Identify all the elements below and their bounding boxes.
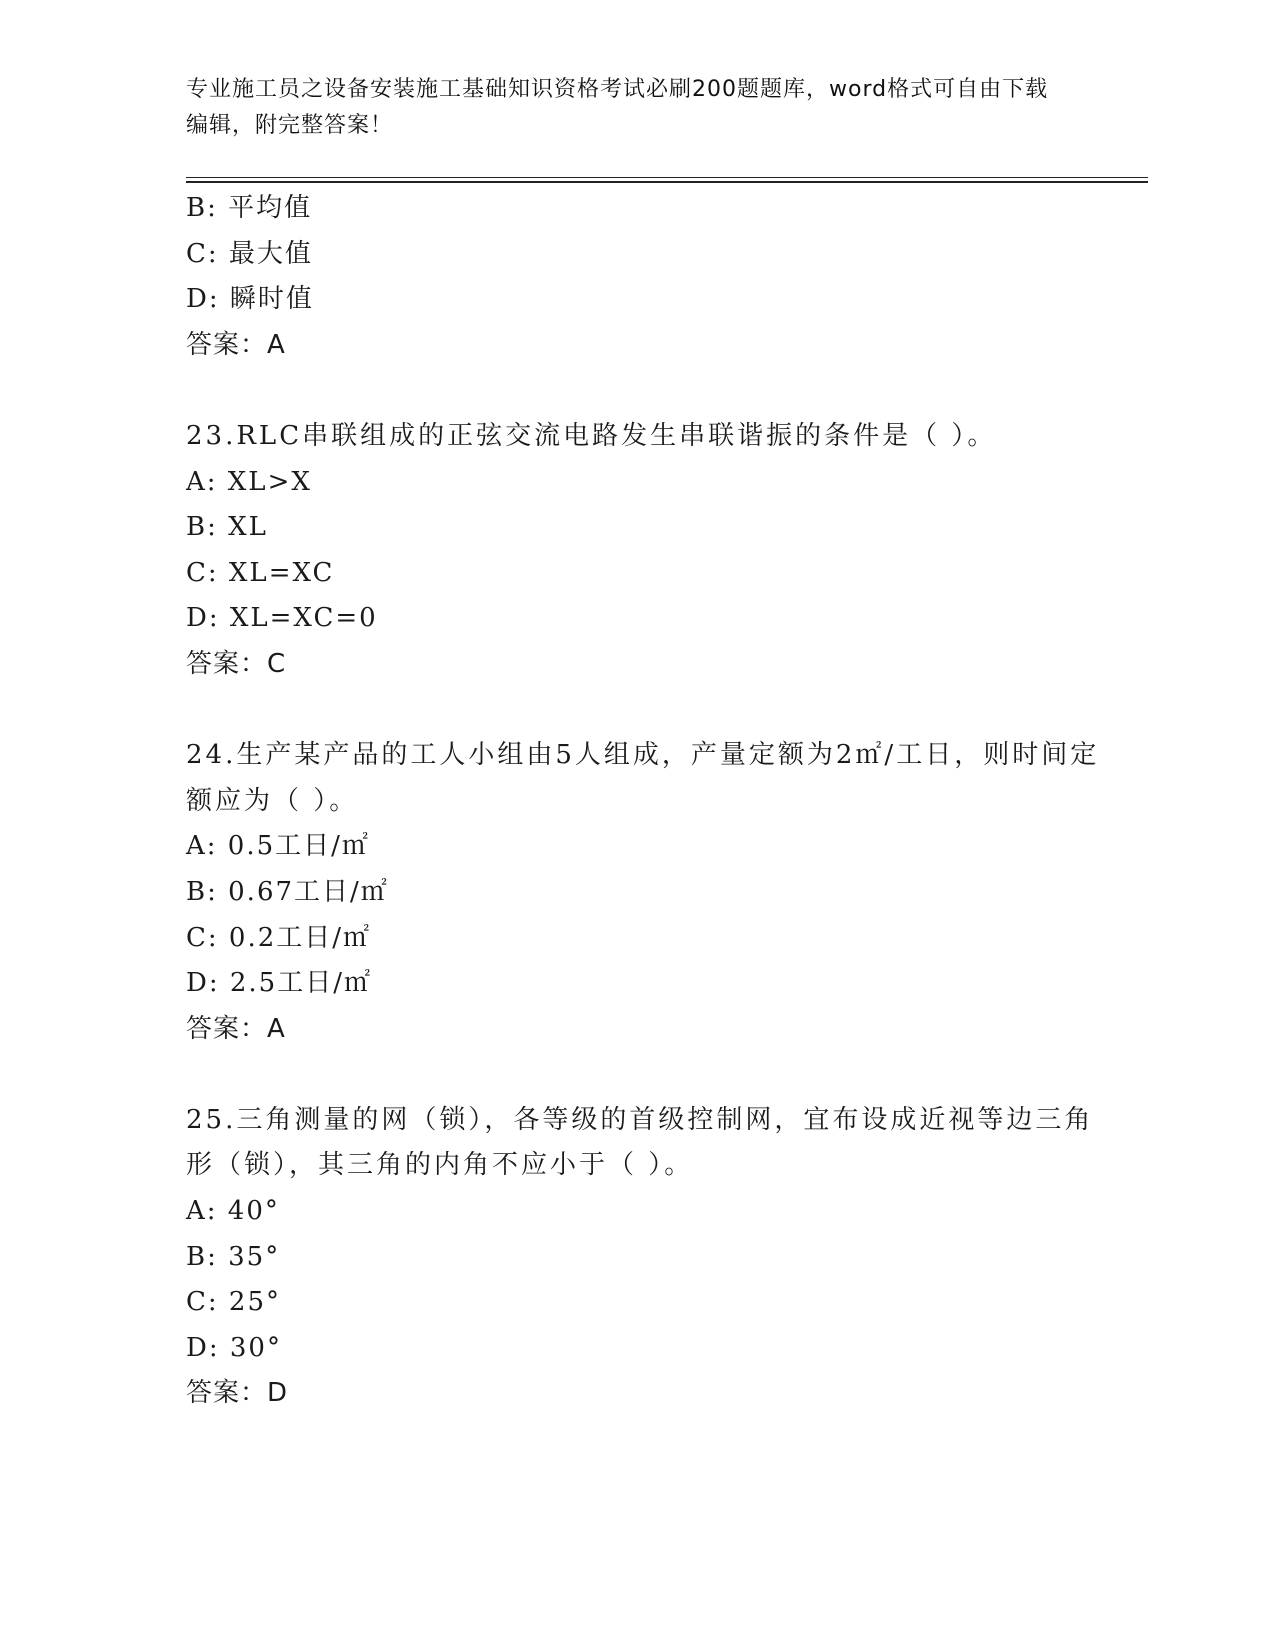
option-a: A: 0.5工日/㎡ — [186, 831, 370, 862]
document-header: 专业施工员之设备安装施工基础知识资格考试必刷200题题库，word格式可自由下载编辑，附完整答案！ — [186, 77, 1049, 138]
spacer — [186, 1052, 1106, 1098]
option-b: B: 35° — [186, 1241, 281, 1272]
option-c: C: 最大值 — [186, 238, 313, 269]
answer-line: 答案：A — [186, 1013, 286, 1044]
option-d: D: 2.5工日/㎡ — [186, 968, 372, 999]
option-d: D: 30° — [186, 1332, 282, 1363]
spacer — [186, 368, 1106, 414]
question-block — [186, 186, 1106, 368]
option-a: A: XL>X — [186, 466, 312, 497]
answer-line: 答案：D — [186, 1378, 289, 1409]
option-d: D: 瞬时值 — [186, 284, 314, 315]
option-c: C: 25° — [186, 1287, 282, 1318]
question-block — [186, 1098, 1106, 1417]
option-b: B: 平均值 — [186, 193, 313, 223]
spacer — [186, 688, 1106, 734]
question-text: 25.三角测量的网（锁），各等级的首级控制网，宜布设成近视等边三角形（锁），其三角的内角不应小于（ ）。 — [186, 1104, 1094, 1181]
header-rule-thin — [186, 177, 1148, 178]
document-page — [186, 0, 1146, 1650]
option-b: B: XL — [186, 512, 268, 543]
question-text: 24.生产某产品的工人小组由5人组成，产量定额为2㎡/工日，则时间定额应为（ ）。 — [186, 740, 1100, 816]
option-c: C: 0.2工日/㎡ — [186, 922, 372, 953]
question-block — [186, 733, 1106, 1052]
header-rule-thick — [186, 181, 1148, 183]
answer-line: 答案：C — [186, 648, 287, 679]
question-list — [186, 186, 1106, 1417]
option-d: D: XL=XC=0 — [186, 603, 378, 634]
question-text: 23.RLC串联组成的正弦交流电路发生串联谐振的条件是（ ）。 — [186, 420, 997, 451]
option-a: A: 40° — [186, 1196, 280, 1227]
option-b: B: 0.67工日/㎡ — [186, 876, 389, 907]
question-block — [186, 414, 1106, 688]
answer-line: 答案：A — [186, 329, 286, 360]
option-c: C: XL=XC — [186, 557, 335, 588]
